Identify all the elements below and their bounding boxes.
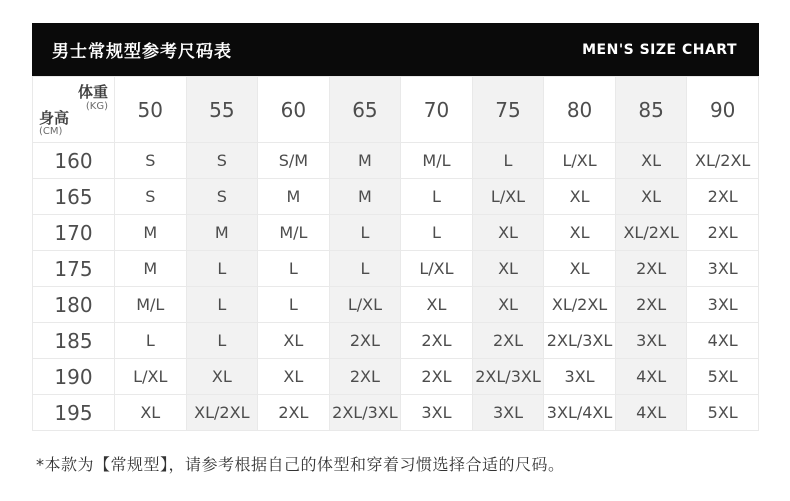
size-value: L xyxy=(401,179,473,215)
size-value: L/XL xyxy=(329,287,401,323)
weight-axis-label: 体重 (KG) xyxy=(77,83,108,112)
title-bar xyxy=(32,23,759,76)
size-value: 2XL/3XL xyxy=(329,395,401,431)
size-value: S/M xyxy=(258,143,330,179)
size-value: XL xyxy=(615,179,687,215)
table-row xyxy=(33,251,759,287)
size-value: 3XL xyxy=(615,323,687,359)
weight-column-header: 85 xyxy=(615,77,687,143)
table-row xyxy=(33,179,759,215)
size-value: XL xyxy=(472,251,544,287)
size-value: 3XL xyxy=(687,251,759,287)
size-value: M xyxy=(329,143,401,179)
height-value: 170 xyxy=(33,215,115,251)
size-table xyxy=(32,76,759,431)
corner-cell xyxy=(33,77,115,143)
size-value: 4XL xyxy=(687,323,759,359)
weight-column-header: 60 xyxy=(258,77,330,143)
size-value: 3XL xyxy=(544,359,616,395)
height-value: 190 xyxy=(33,359,115,395)
size-value: XL xyxy=(186,359,258,395)
size-value: 2XL xyxy=(472,323,544,359)
size-value: 3XL xyxy=(401,395,473,431)
size-value: XL/2XL xyxy=(615,215,687,251)
size-value: XL xyxy=(544,251,616,287)
size-value: L xyxy=(258,251,330,287)
size-value: L xyxy=(329,215,401,251)
size-value: 2XL xyxy=(615,287,687,323)
size-value: XL/2XL xyxy=(687,143,759,179)
size-value: M/L xyxy=(258,215,330,251)
size-value: 4XL xyxy=(615,395,687,431)
size-value: 4XL xyxy=(615,359,687,395)
weight-column-header: 80 xyxy=(544,77,616,143)
size-value: 3XL xyxy=(687,287,759,323)
size-value: XL xyxy=(115,395,187,431)
size-value: 3XL/4XL xyxy=(544,395,616,431)
table-row xyxy=(33,359,759,395)
size-value: L xyxy=(186,287,258,323)
height-value: 180 xyxy=(33,287,115,323)
weight-column-header: 75 xyxy=(472,77,544,143)
size-value: XL xyxy=(544,215,616,251)
weight-column-header: 55 xyxy=(186,77,258,143)
height-axis-label: 身高 (CM) xyxy=(39,108,70,137)
size-value: L/XL xyxy=(472,179,544,215)
size-value: L xyxy=(401,215,473,251)
size-table-header xyxy=(33,77,759,143)
size-value: L/XL xyxy=(401,251,473,287)
table-row xyxy=(33,323,759,359)
size-value: XL xyxy=(472,287,544,323)
size-value: L xyxy=(186,323,258,359)
height-value: 175 xyxy=(33,251,115,287)
size-value: M xyxy=(115,251,187,287)
size-value: L xyxy=(115,323,187,359)
size-value: 5XL xyxy=(687,395,759,431)
size-value: S xyxy=(115,143,187,179)
table-row xyxy=(33,143,759,179)
height-value: 165 xyxy=(33,179,115,215)
height-value: 195 xyxy=(33,395,115,431)
size-value: 3XL xyxy=(472,395,544,431)
page-subtitle-en: MEN'S SIZE CHART xyxy=(582,41,737,58)
size-value: M xyxy=(329,179,401,215)
size-value: 2XL xyxy=(401,359,473,395)
size-value: S xyxy=(186,179,258,215)
size-value: XL/2XL xyxy=(186,395,258,431)
size-table-body xyxy=(33,143,759,431)
size-value: L xyxy=(258,287,330,323)
size-value: S xyxy=(186,143,258,179)
size-value: XL xyxy=(258,323,330,359)
size-value: XL xyxy=(544,179,616,215)
size-value: 2XL xyxy=(687,215,759,251)
size-value: 2XL/3XL xyxy=(472,359,544,395)
size-value: 2XL xyxy=(258,395,330,431)
size-value: M xyxy=(258,179,330,215)
size-chart-panel xyxy=(32,23,759,431)
size-value: 2XL xyxy=(329,323,401,359)
size-value: XL xyxy=(472,215,544,251)
table-row xyxy=(33,215,759,251)
size-value: M/L xyxy=(115,287,187,323)
page-title: 男士常规型参考尺码表 xyxy=(52,42,232,62)
size-value: 2XL xyxy=(329,359,401,395)
weight-column-header: 90 xyxy=(687,77,759,143)
size-value: S xyxy=(115,179,187,215)
size-value: M xyxy=(186,215,258,251)
size-value: XL xyxy=(258,359,330,395)
size-value: L xyxy=(186,251,258,287)
size-value: 2XL/3XL xyxy=(544,323,616,359)
size-value: 5XL xyxy=(687,359,759,395)
table-row xyxy=(33,395,759,431)
size-value: 2XL xyxy=(401,323,473,359)
size-value: XL xyxy=(401,287,473,323)
height-value: 160 xyxy=(33,143,115,179)
size-value: XL xyxy=(615,143,687,179)
size-value: L/XL xyxy=(544,143,616,179)
size-value: L/XL xyxy=(115,359,187,395)
footer-note: *本款为【常规型】，请参考根据自己的体型和穿着习惯选择合适的尺码。 xyxy=(36,455,565,474)
weight-column-header: 70 xyxy=(401,77,473,143)
size-value: M xyxy=(115,215,187,251)
height-value: 185 xyxy=(33,323,115,359)
weight-column-header: 65 xyxy=(329,77,401,143)
size-value: 2XL xyxy=(687,179,759,215)
weight-column-header: 50 xyxy=(115,77,187,143)
size-value: 2XL xyxy=(615,251,687,287)
size-value: L xyxy=(329,251,401,287)
size-value: L xyxy=(472,143,544,179)
size-value: XL/2XL xyxy=(544,287,616,323)
header-row xyxy=(33,77,759,143)
table-row xyxy=(33,287,759,323)
size-value: M/L xyxy=(401,143,473,179)
